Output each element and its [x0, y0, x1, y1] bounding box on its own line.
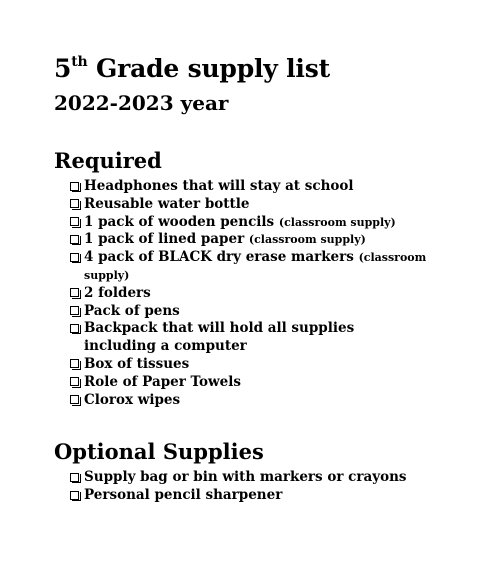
optional-list: [54, 469, 500, 505]
item-note: (classroom supply): [84, 251, 427, 282]
checkbox-icon: [70, 199, 79, 208]
checkbox-icon: [70, 377, 79, 386]
list-item: [70, 320, 470, 356]
checkbox-icon: [70, 324, 79, 333]
optional-heading: Optional Supplies: [54, 439, 264, 465]
checkbox-icon: [70, 288, 79, 297]
list-item: [70, 214, 470, 232]
item-text: 1 pack of lined paper: [84, 231, 249, 248]
checkbox-icon: [70, 235, 79, 244]
checkbox-icon: [70, 253, 79, 262]
item-text: 1 pack of wooden pencils: [84, 213, 279, 230]
item-text: Role of Paper Towels: [84, 373, 241, 390]
item-text: Personal pencil sharpener: [84, 487, 283, 504]
list-item: [70, 249, 470, 285]
item-note: (classroom supply): [278, 215, 396, 229]
item-text: Backpack that will hold all supplies including a computer: [84, 320, 355, 355]
required-heading: Required: [54, 148, 162, 173]
title-superscript: th: [71, 53, 88, 70]
checkbox-icon: [70, 359, 79, 368]
school-year: 2022-2023 year: [54, 91, 229, 115]
item-text: Clorox wipes: [84, 391, 181, 408]
checkbox-icon: [70, 182, 79, 191]
item-text: Pack of pens: [84, 302, 180, 319]
list-item: [70, 392, 470, 410]
item-text: Reusable water bottle: [84, 195, 250, 212]
checkbox-icon: [70, 473, 79, 482]
list-item: [70, 469, 470, 487]
checkbox-icon: [70, 306, 79, 315]
list-item: [70, 356, 470, 374]
item-text: 2 folders: [84, 284, 151, 301]
required-list: [54, 178, 500, 409]
list-item: [70, 303, 470, 321]
title-grade-number: 5: [54, 54, 72, 83]
title-text: Grade supply list: [87, 54, 330, 83]
item-text: Headphones that will stay at school: [84, 178, 354, 194]
list-item: [70, 231, 470, 249]
list-item: [70, 374, 470, 392]
list-item: [70, 285, 470, 303]
list-item: [70, 196, 470, 214]
page-title: [54, 52, 500, 86]
item-text: Supply bag or bin with markers or crayons: [84, 469, 407, 486]
item-text: Box of tissues: [84, 355, 190, 372]
item-text: 4 pack of BLACK dry erase markers: [84, 249, 359, 266]
item-note: (classroom supply): [248, 233, 366, 247]
list-item: [70, 178, 470, 196]
checkbox-icon: [70, 217, 79, 226]
checkbox-icon: [70, 491, 79, 500]
checkbox-icon: [70, 395, 79, 404]
list-item: [70, 487, 470, 505]
